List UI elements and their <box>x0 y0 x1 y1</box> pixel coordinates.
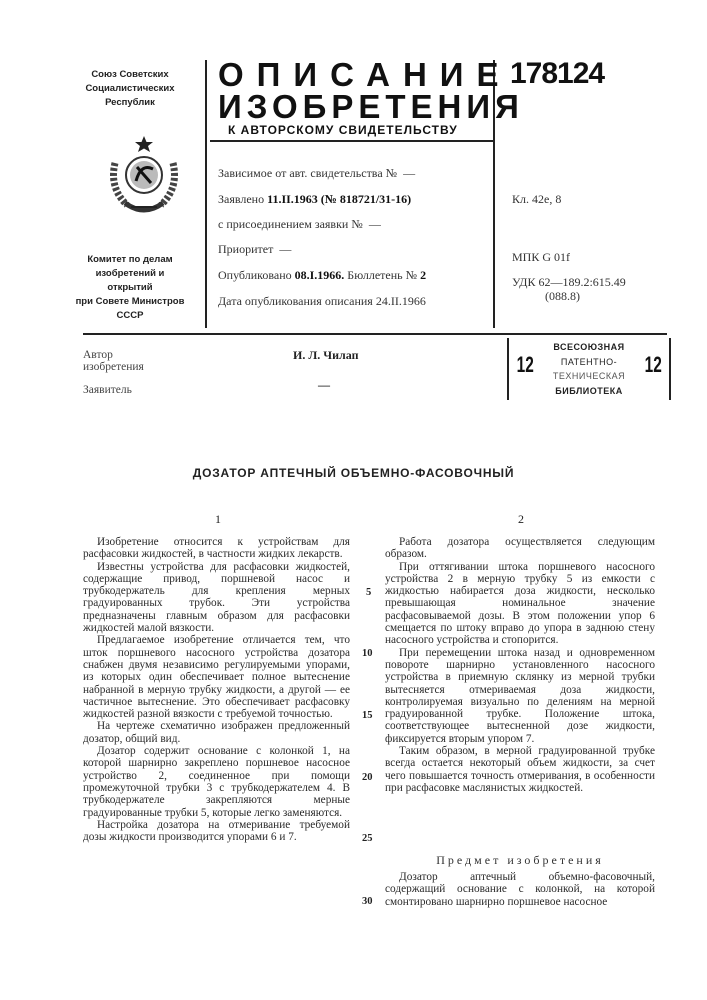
paragraph: На чертеже схематично изображен предложенный дозатор, общий вид. <box>83 720 350 745</box>
meta-label: Опубликовано <box>218 268 292 282</box>
org-line: при Совете Министров <box>75 296 185 307</box>
line-number: 25 <box>362 833 373 844</box>
paragraph: Предлагаемое изобретение отличается тем, что шток поршневого насосного устройства дозатора снабжен двумя независимо регулируемыми упорами, из которых один обеспечивает полное вытеснение набранной в мерную трубку жидкости, а другой — ее частичное вытеснение. Это обеспечивает расфасовку жидкостей разной вязкости с требуемой точностью. <box>83 634 350 721</box>
paragraph: При оттягивании штока поршневого насосного устройства 2 в мерную трубку 5 из емкости с жидкостью набирается доза жидкости, несколько превышающая номинальное значение расфасовываемой дозы. В этом положении упор 6 смещается по штоку вправо до упора в заднюю стену насосного устройства и стопорится. <box>385 560 655 647</box>
udk-code-suffix: (088.8) <box>545 289 580 303</box>
meta-joined <box>218 217 381 232</box>
ussr-emblem-icon <box>103 133 185 219</box>
paragraph: Дозатор аптечный объемно-фасовочный, содержащий основание с колонкой, на которой смонтировано шарнирно поршневое насосное <box>385 871 655 908</box>
meta-value: — <box>368 217 381 231</box>
meta-value: 11.II.1963 (№ 818721/31-16) <box>267 192 412 206</box>
meta-label: Заявлено <box>218 192 265 206</box>
org-line: Союз Советских <box>91 69 169 80</box>
meta-published <box>218 268 426 283</box>
stamp-line: ВСЕСОЮЗНАЯ <box>553 342 625 352</box>
meta-value: — <box>403 166 416 180</box>
stamp-line: ПАТЕНТНО- <box>560 357 618 367</box>
applicant-label: Заявитель <box>83 384 132 396</box>
org-line: СССР <box>116 310 144 321</box>
title-underline <box>210 140 493 142</box>
meta-priority <box>218 242 291 257</box>
header-bottom-rule <box>83 333 667 335</box>
paragraph: Таким образом, в мерной градуированной трубке всегда остается некоторый объем жидкости, за счет чего повышается точность отмеривания, в особенности при расфасовке маслянистых жидкостей. <box>385 745 655 794</box>
stamp-line: БИБЛИОТЕКА <box>555 386 623 396</box>
paragraph: Настройка дозатора на отмеривание требуемой дозы жидкости производится упорами 6 и 7. <box>83 818 350 844</box>
paragraph: Работа дозатора осуществляется следующим образом. <box>385 536 655 561</box>
meta-value: 08.I.1966. <box>294 268 345 282</box>
meta-value: 24.II.1966 <box>375 294 426 308</box>
left-divider <box>205 60 207 328</box>
line-number: 5 <box>366 587 372 598</box>
org-line: Комитет по делам <box>87 254 173 265</box>
patent-number: 178124 <box>510 57 605 90</box>
author-name: И. Л. Чилап <box>293 348 359 362</box>
meta-value: 2 <box>420 268 427 282</box>
column-2-text <box>385 536 655 794</box>
stamp-number-right: 12 <box>644 352 662 377</box>
paragraph: При перемещении штока назад и одновременном повороте шарнирно установленного насосного устройства в приемную склянку из мерной трубки вытесняется отмериваемая доза жидкости, контролируемая визуально по делениям на мерной градуированной трубке. Положение штока, соответствующее вытесненной дозе жидкости, фиксируется вторым упором 7. <box>385 646 655 745</box>
label-line: Автор <box>83 349 113 361</box>
udk-code: УДК 62—189.2:615.49 <box>512 275 626 289</box>
column-1-text <box>83 536 350 843</box>
paragraph: Изобретение относится к устройствам для расфасовки жидкостей, в частности жидких лекарств. <box>83 536 350 561</box>
stamp-line: ТЕХНИЧЕСКАЯ <box>552 371 626 381</box>
paragraph: Дозатор содержит основание с колонкой 1, на которой шарнирно закреплено поршневое насосное устройство 2, соединенное при помощи промежуточной трубки 3 с трубкодержателем 4. В трубкодержателе закрепляются мерные градуированные трубки 5, которые легко заменяются. <box>83 745 350 819</box>
label-line: изобретения <box>83 361 144 373</box>
meta-value: — <box>279 242 292 256</box>
paragraph: Известны устройства для расфасовки жидкостей, содержащие привод, поршневой насос и трубкодержатель для крепления мерных градуированных трубок. Эти устройства предназначены главным образом для расфасовки жидкостей малой вязкости. <box>83 560 350 635</box>
author-label <box>83 349 144 373</box>
mpk-code: МПК G 01f <box>512 250 571 264</box>
subject-heading: Предмет изобретения <box>436 853 604 867</box>
class-code: Кл. 42е, 8 <box>512 192 562 206</box>
line-number: 10 <box>362 648 373 659</box>
column-number-1: 1 <box>215 512 221 526</box>
meta-filed <box>218 192 411 207</box>
meta-label: Дата опубликования описания <box>218 294 373 308</box>
line-number: 20 <box>362 772 373 783</box>
claim-text <box>385 871 655 908</box>
column-number-2: 2 <box>518 512 524 526</box>
org-line: Республик <box>105 97 155 108</box>
library-stamp <box>507 338 671 400</box>
org-line: изобретений и открытий <box>95 268 165 293</box>
document-title: ДОЗАТОР АПТЕЧНЫЙ ОБЪЕМНО-ФАСОВОЧНЫЙ <box>192 466 515 480</box>
org-line: Социалистических <box>85 83 175 94</box>
org-name-top <box>75 68 185 110</box>
title-description: ОПИСАНИЕ <box>218 56 512 93</box>
meta-label: Зависимое от авт. свидетельства № <box>218 166 398 180</box>
line-number: 15 <box>362 710 373 721</box>
meta-desc-published <box>218 294 426 309</box>
meta-label: с присоединением заявки № <box>218 217 363 231</box>
meta-label: Приоритет <box>218 242 274 256</box>
title-invention: ИЗОБРЕТЕНИЯ <box>218 88 524 125</box>
subtitle: К АВТОРСКОМУ СВИДЕТЕЛЬСТВУ <box>228 123 458 137</box>
stamp-number-left: 12 <box>516 352 534 377</box>
applicant-value: — <box>318 378 330 392</box>
meta-dependent <box>218 166 415 181</box>
org-committee <box>75 253 185 323</box>
line-number: 30 <box>362 896 373 907</box>
meta-label: Бюллетень № <box>347 268 418 282</box>
